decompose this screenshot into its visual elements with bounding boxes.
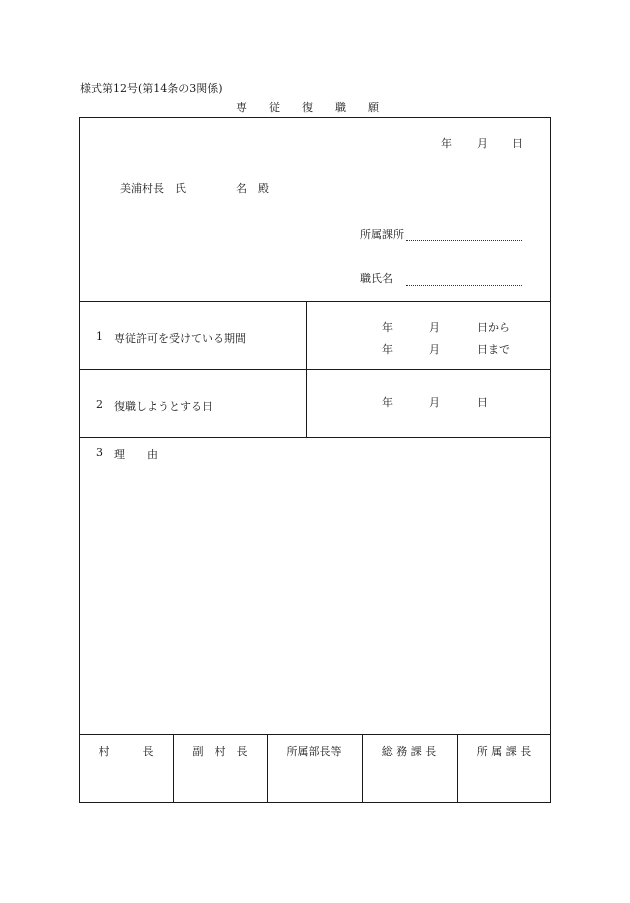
approval-label-deputy-village-head: 副 村 長 [192,745,248,758]
form-number-label: 様式第12号(第14条の3関係) [80,82,223,95]
header-date-year: 年 [441,137,452,150]
approval-label-village-head: 村 長 [98,745,154,758]
divider-header [79,301,551,302]
row1-to-day: 日まで [477,343,510,356]
row1-from-day: 日から [477,321,510,334]
department-input-line[interactable] [406,240,522,241]
reason-input-area[interactable] [80,462,550,732]
approval-label-general-affairs-chief: 総 務 課 長 [381,745,437,758]
divider-row1 [79,369,551,370]
row2-day: 日 [477,396,488,409]
divider-rows-vertical [306,301,307,437]
approval-label-department-head: 所属部長等 [286,745,342,758]
row1-label: 専従許可を受けている期間 [114,332,246,345]
header-date-month: 月 [477,137,488,150]
row1-from-month: 月 [429,321,440,334]
row1-from-year: 年 [382,321,393,334]
reason-number: 3 [96,446,103,459]
divider-row2 [79,437,551,438]
divider-reason [79,734,551,735]
row1-number: 1 [96,330,103,343]
addressee-suffix: 殿 [258,182,269,195]
header-date-day: 日 [512,137,523,150]
row1-to-year: 年 [382,343,393,356]
reason-label: 理 由 [114,448,158,461]
row1-to-month: 月 [429,343,440,356]
department-label: 所属課所 [360,228,404,241]
row2-year: 年 [382,396,393,409]
addressee-name: 美浦村長 氏 [120,182,186,195]
name-input-line[interactable] [406,285,522,286]
row2-label: 復職しようとする日 [114,400,213,413]
approval-label-section-chief: 所 属 課 長 [476,745,532,758]
form-title: 専従復職願 [236,101,401,114]
row2-month: 月 [429,396,440,409]
addressee-mei: 名 [236,182,247,195]
row2-number: 2 [96,398,103,411]
name-label: 職氏名 [360,272,393,285]
